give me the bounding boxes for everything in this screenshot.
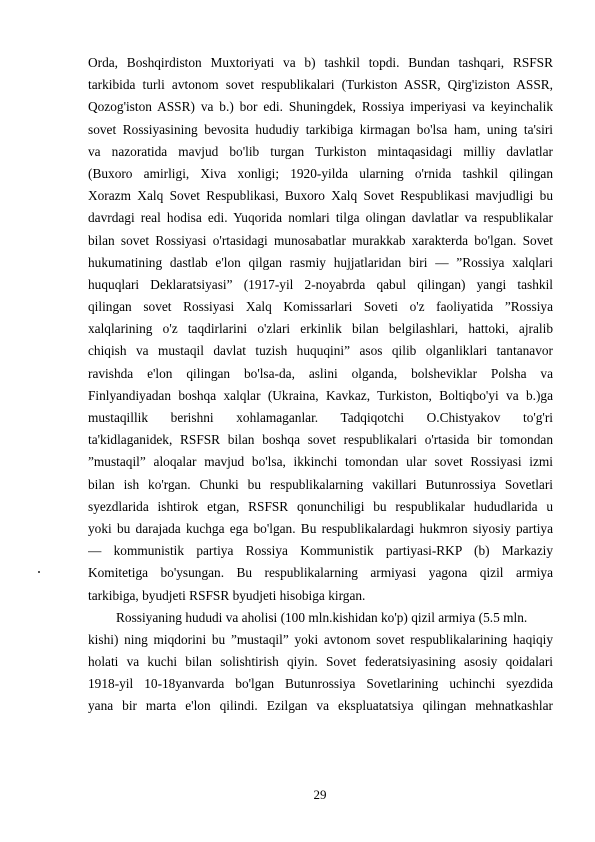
text-line: yana bir marta e'lon qilindi. Ezilgan va ekspluatatsiya qilingan mehnatkashlar	[88, 698, 553, 714]
text-line: Qozog'iston ASSR) va b.) bor edi. Shuningdek, Rossiya imperiyasi va keyinchalik	[88, 99, 553, 115]
text-line: xalqlarining o'z taqdirlarini o'zlari erkinlik bilan belgilashlari, hattoki, ajralib	[88, 321, 553, 337]
text-line: syezdlarida ishtirok etgan, RSFSR qonunchiligi bu respublikalar hududlarida u	[88, 498, 553, 514]
text-line: va nazoratida mavjud bo'lib turgan Turkiston mintaqasidagi milliy davlatlar	[88, 143, 553, 159]
text-line: (Buxoro amirligi, Xiva xonligi; 1920-yilda ularning o'rnida tashkil qilingan	[88, 165, 553, 181]
page-number: 29	[313, 787, 327, 802]
text-line: Xorazm Xalq Sovet Respublikasi, Buxoro Xalq Sovet Respublikasi mavjudligi bu	[88, 188, 553, 204]
text-line: davrdagi real hodisa edi. Yuqorida nomlari tilga olingan davlatlar va respublikalar	[88, 210, 553, 226]
text-line: — kommunistik partiya Rossiya Kommunistik partiyasi-RKP (b) Markaziy	[88, 543, 553, 559]
text-line: kishi) ning miqdorini bu ”mustaqil” yoki avtonom sovet respublikalarining haqiqiy	[88, 631, 553, 647]
text-line: sovet Rossiyasining bevosita hududiy tarkibiga kirmagan bo'lsa ham, uning ta'siri	[88, 121, 553, 137]
paragraph-start-line: Rossiyaning hududi va aholisi (100 mln.kishidan ko'p) qizil armiya (5.5 mln.	[116, 609, 528, 625]
text-line: tarkibida turli avtonom sovet respublikalari (Turkiston ASSR, Qirg'iziston ASSR,	[88, 77, 553, 93]
text-line: bilan sovet Rossiyasi o'rtasidagi munosabatlar murakkab xarakterda bo'lgan. Sovet	[88, 232, 553, 248]
text-line: Finlyandiyadan boshqa xalqlar (Ukraina, Kavkaz, Turkiston, Boltiqbo'yi va b.)ga	[88, 387, 553, 403]
text-line: ravishda e'lon qilingan bo'lsa-da, aslini olganda, bolsheviklar Polsha va	[88, 365, 553, 381]
margin-mark	[38, 571, 40, 573]
text-line: hukumatining dastlab e'lon qilgan rasmiy hujjatlaridan biri — ”Rossiya xalqlari	[88, 254, 553, 270]
text-line: mustaqillik berishni xohlamaganlar. Tadqiqotchi O.Chistyakov to'g'ri	[88, 410, 553, 425]
paragraph-end-line: tarkibiga, byudjeti RSFSR byudjeti hisobiga kirgan.	[88, 587, 366, 603]
text-line: 1918-yil 10-18yanvarda bo'lgan Butunrossiya Sovetlarining uchinchi syezdida	[88, 676, 553, 692]
text-line: Orda, Boshqirdiston Muxtoriyati va b) tashkil topdi. Bundan tashqari, RSFSR	[88, 55, 553, 70]
text-line: ”mustaqil” aloqalar mavjud bo'lsa, ikkinchi tomondan ular sovet Rossiyasi izmi	[88, 454, 553, 470]
text-line: huquqlari Deklaratsiyasi” (1917-yil 2-noyabrda qabul qilingan) yangi tashkil	[88, 276, 553, 292]
body-text	[88, 52, 553, 718]
text-line: qilingan sovet Rossiyasi Xalq Komissarlari Soveti o'z faoliyatida ”Rossiya	[88, 299, 553, 315]
text-line: yoki bu darajada kuchga ega bo'lgan. Bu respublikalardagi hukmron siyosiy partiya	[88, 520, 553, 536]
text-line: Komitetiga bo'ysungan. Bu respublikalarning armiyasi yagona qizil armiya	[88, 565, 553, 581]
text-line: ta'kidlaganidek, RSFSR bilan boshqa sovet respublikalari o'rtasida bir tomondan	[88, 432, 553, 448]
text-line: bilan ish ko'rgan. Chunki bu respublikalarning vakillari Butunrossiya Sovetlari	[88, 476, 553, 492]
text-line: holati va kuchi bilan solishtirish qiyin. Sovet federatsiyasining asosiy qoidalari	[88, 654, 553, 670]
text-line: chiqish va mustaqil davlat tuzish huquqini” asos qilib olganliklari tantanavor	[88, 343, 553, 359]
